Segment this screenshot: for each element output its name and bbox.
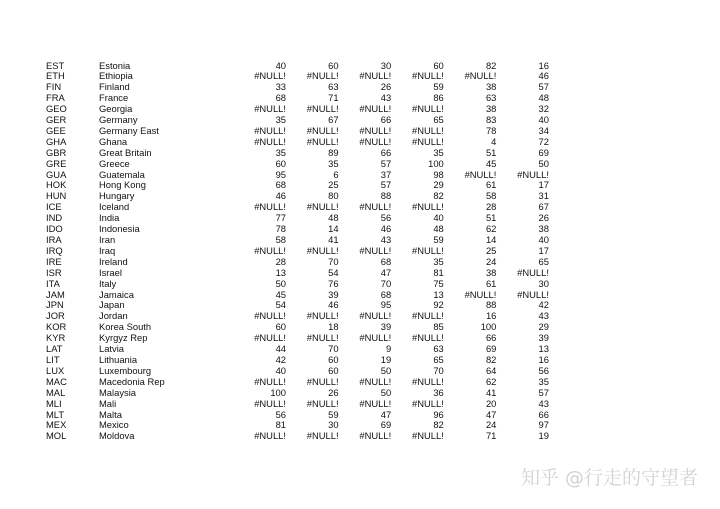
value-cell: 48 (538, 92, 549, 104)
value-cell: 16 (538, 353, 549, 365)
value-cell: 50 (275, 277, 286, 289)
country-name-cell: Jamaica (99, 288, 134, 300)
table-body (46, 61, 549, 443)
value-cell: #NULL! (306, 375, 339, 387)
value-cell: 66 (380, 146, 392, 158)
country-code-cell: IDO (46, 223, 63, 235)
value-cell: #NULL! (306, 135, 339, 147)
value-cell: #NULL! (517, 266, 549, 278)
value-cell: 50 (538, 157, 549, 169)
value-cell: 13 (538, 343, 549, 355)
country-name-cell: Mexico (99, 419, 129, 431)
country-name-cell: Kyrgyz Rep (99, 332, 148, 344)
value-cell: 25 (328, 179, 339, 191)
value-cell: 33 (275, 81, 286, 93)
value-cell: 68 (275, 92, 286, 104)
table-row (46, 399, 549, 410)
country-name-cell: Mali (99, 397, 117, 409)
value-cell: 63 (328, 81, 339, 93)
country-code-cell: GEO (46, 103, 67, 115)
value-cell: 62 (485, 223, 497, 235)
value-cell: 56 (275, 408, 286, 420)
value-cell: 65 (433, 114, 444, 126)
value-cell: 82 (485, 59, 497, 71)
value-cell: #NULL! (411, 103, 444, 115)
country-code-cell: GER (46, 114, 67, 126)
value-cell: 29 (433, 179, 444, 191)
value-cell: 60 (328, 364, 339, 376)
country-code-cell: MLT (46, 408, 65, 420)
value-cell: 35 (275, 146, 286, 158)
value-cell: #NULL! (306, 430, 339, 442)
value-cell: #NULL! (306, 70, 339, 82)
table-row (46, 159, 549, 170)
value-cell: 78 (485, 124, 497, 136)
value-cell: #NULL! (359, 332, 392, 344)
country-code-cell: GUA (46, 168, 67, 180)
value-cell: 41 (485, 386, 497, 398)
table-row (46, 388, 549, 399)
value-cell: 83 (485, 114, 497, 126)
value-cell: 43 (538, 397, 549, 409)
value-cell: 85 (433, 321, 444, 333)
country-name-cell: Georgia (99, 103, 133, 115)
value-cell: 30 (538, 277, 549, 289)
value-cell: 56 (538, 364, 549, 376)
value-cell: 80 (328, 190, 339, 202)
value-cell: #NULL! (254, 201, 286, 213)
value-cell: 92 (433, 299, 444, 311)
value-cell: 13 (433, 288, 444, 300)
country-code-cell: IND (46, 212, 63, 224)
value-cell: 24 (485, 255, 497, 267)
value-cell: 89 (328, 146, 339, 158)
value-cell: #NULL! (306, 103, 339, 115)
value-cell: 86 (433, 92, 444, 104)
value-cell: 60 (328, 59, 339, 71)
value-cell: 14 (328, 223, 339, 235)
country-code-cell: KYR (46, 332, 66, 344)
country-name-cell: Germany (99, 114, 138, 126)
value-cell: 65 (433, 353, 444, 365)
value-cell: 100 (428, 157, 444, 169)
value-cell: #NULL! (464, 70, 497, 82)
country-data-table (46, 61, 549, 443)
value-cell: 57 (380, 157, 392, 169)
value-cell: 18 (328, 321, 339, 333)
value-cell: 61 (485, 179, 497, 191)
watermark-text: 知乎 @行走的守望者 (520, 467, 698, 489)
value-cell: 54 (275, 299, 286, 311)
table-row (46, 431, 549, 442)
value-cell: 64 (485, 364, 497, 376)
value-cell: #NULL! (254, 103, 286, 115)
value-cell: 34 (538, 124, 549, 136)
value-cell: #NULL! (411, 430, 444, 442)
country-code-cell: IRQ (46, 244, 63, 256)
value-cell: 67 (328, 114, 339, 126)
value-cell: 32 (538, 103, 549, 115)
value-cell: #NULL! (411, 397, 444, 409)
value-cell: #NULL! (359, 124, 392, 136)
country-code-cell: MLI (46, 397, 62, 409)
value-cell: 71 (328, 92, 339, 104)
value-cell: 60 (433, 59, 444, 71)
value-cell: 9 (385, 343, 392, 355)
value-cell: #NULL! (359, 430, 392, 442)
country-code-cell: LAT (46, 343, 63, 355)
value-cell: 40 (538, 234, 549, 245)
value-cell: 77 (275, 212, 286, 224)
country-name-cell: Japan (99, 299, 125, 311)
value-cell: 57 (538, 386, 549, 398)
value-cell: #NULL! (306, 397, 339, 409)
value-cell: 29 (538, 321, 549, 333)
country-code-cell: LUX (46, 364, 65, 376)
value-cell: 45 (275, 288, 286, 300)
value-cell: 66 (485, 332, 497, 344)
value-cell: 35 (433, 146, 444, 158)
value-cell: 39 (538, 332, 549, 344)
value-cell: 48 (433, 223, 444, 235)
country-name-cell: Moldova (99, 430, 135, 442)
value-cell: #NULL! (359, 244, 392, 256)
country-name-cell: Iceland (99, 201, 130, 213)
value-cell: 45 (485, 157, 497, 169)
value-cell: 70 (328, 255, 339, 267)
value-cell: #NULL! (464, 168, 497, 180)
value-cell: 66 (380, 114, 392, 126)
country-name-cell: Latvia (99, 343, 125, 355)
value-cell: 43 (380, 92, 392, 104)
value-cell: 6 (333, 168, 339, 180)
value-cell: 61 (485, 277, 497, 289)
value-cell: #NULL! (411, 332, 444, 344)
country-name-cell: Macedonia Rep (99, 375, 165, 387)
value-cell: #NULL! (254, 70, 286, 82)
value-cell: #NULL! (306, 124, 339, 136)
value-cell: 46 (380, 223, 392, 235)
value-cell: 70 (328, 343, 339, 355)
value-cell: 35 (328, 157, 339, 169)
country-code-cell: JAM (46, 288, 65, 300)
value-cell: 75 (433, 277, 444, 289)
value-cell: #NULL! (359, 201, 392, 213)
value-cell: 82 (433, 419, 444, 431)
country-name-cell: Luxembourg (99, 364, 152, 376)
value-cell: 68 (275, 179, 286, 191)
value-cell: 38 (485, 266, 497, 278)
value-cell: 66 (538, 408, 549, 420)
value-cell: 50 (380, 364, 392, 376)
value-cell: #NULL! (359, 397, 392, 409)
value-cell: 30 (380, 59, 392, 71)
country-code-cell: JPN (46, 299, 64, 311)
value-cell: 76 (328, 277, 339, 289)
value-cell: 51 (485, 146, 497, 158)
value-cell: 35 (433, 255, 444, 267)
value-cell: 60 (275, 157, 286, 169)
country-name-cell: Germany East (99, 124, 159, 136)
value-cell: 38 (485, 81, 497, 93)
value-cell: 35 (275, 114, 286, 126)
value-cell: 69 (485, 343, 497, 355)
value-cell: #NULL! (254, 135, 286, 147)
country-name-cell: Jordan (99, 310, 128, 322)
value-cell: 58 (485, 190, 497, 202)
table-row (46, 268, 549, 279)
value-cell: 14 (485, 234, 497, 245)
value-cell: 25 (485, 244, 497, 256)
value-cell: #NULL! (254, 430, 286, 442)
country-name-cell: Ghana (99, 135, 128, 147)
country-code-cell: ITA (46, 277, 60, 289)
value-cell: 42 (538, 299, 549, 311)
value-cell: #NULL! (254, 332, 286, 344)
value-cell: 24 (485, 419, 497, 431)
value-cell: 40 (433, 212, 444, 224)
table-row (46, 279, 549, 290)
country-name-cell: Iraq (99, 244, 116, 256)
value-cell: 68 (380, 255, 392, 267)
value-cell: 44 (275, 343, 286, 355)
value-cell: 95 (275, 168, 286, 180)
country-code-cell: MAC (46, 375, 67, 387)
value-cell: #NULL! (254, 397, 286, 409)
country-name-cell: France (99, 92, 129, 104)
country-name-cell: Ireland (99, 255, 128, 267)
value-cell: 95 (380, 299, 392, 311)
value-cell: 47 (380, 266, 392, 278)
value-cell: #NULL! (359, 310, 392, 322)
value-cell: 70 (433, 364, 444, 376)
value-cell: 60 (328, 353, 339, 365)
table-row (46, 235, 549, 246)
country-code-cell: GRE (46, 157, 67, 169)
value-cell: #NULL! (306, 201, 339, 213)
country-code-cell: FIN (46, 81, 62, 93)
country-name-cell: Malta (99, 408, 122, 420)
value-cell: #NULL! (359, 135, 392, 147)
country-code-cell: JOR (46, 310, 65, 322)
value-cell: 81 (275, 419, 286, 431)
value-cell: 59 (433, 234, 444, 245)
country-name-cell: Indonesia (99, 223, 140, 235)
country-name-cell: Lithuania (99, 353, 138, 365)
value-cell: #NULL! (411, 375, 444, 387)
value-cell: #NULL! (411, 310, 444, 322)
value-cell: 38 (538, 223, 549, 235)
value-cell: 46 (275, 190, 286, 202)
value-cell: #NULL! (254, 310, 286, 322)
value-cell: 38 (485, 103, 497, 115)
value-cell: 26 (380, 81, 392, 93)
value-cell: 19 (538, 430, 549, 442)
value-cell: #NULL! (306, 332, 339, 344)
value-cell: 57 (538, 81, 549, 93)
value-cell: 88 (485, 299, 497, 311)
country-code-cell: GBR (46, 146, 67, 158)
country-name-cell: Korea South (99, 321, 152, 333)
value-cell: #NULL! (411, 135, 444, 147)
value-cell: 47 (380, 408, 392, 420)
country-code-cell: FRA (46, 92, 65, 104)
value-cell: 59 (328, 408, 339, 420)
value-cell: 40 (538, 114, 549, 126)
value-cell: 72 (538, 135, 549, 147)
value-cell: 28 (275, 255, 286, 267)
value-cell: #NULL! (517, 168, 549, 180)
value-cell: 40 (275, 59, 286, 71)
value-cell: 59 (433, 81, 444, 93)
value-cell: 26 (328, 386, 339, 398)
value-cell: 96 (433, 408, 444, 420)
value-cell: 82 (433, 190, 444, 202)
value-cell: 39 (380, 321, 392, 333)
value-cell: 47 (485, 408, 497, 420)
value-cell: 57 (380, 179, 392, 191)
value-cell: 78 (275, 223, 286, 235)
value-cell: 19 (380, 353, 392, 365)
country-code-cell: HOK (46, 179, 67, 191)
value-cell: 48 (328, 212, 339, 224)
country-code-cell: IRA (46, 234, 62, 245)
value-cell: 31 (538, 190, 549, 202)
value-cell: 67 (538, 201, 549, 213)
value-cell: 81 (433, 266, 444, 278)
country-code-cell: ISR (46, 266, 62, 278)
country-name-cell: Great Britain (99, 146, 152, 158)
value-cell: 88 (380, 190, 392, 202)
value-cell: 71 (485, 430, 497, 442)
value-cell: 60 (275, 321, 286, 333)
value-cell: 100 (270, 386, 286, 398)
value-cell: 36 (433, 386, 444, 398)
country-code-cell: MOL (46, 430, 67, 442)
country-code-cell: KOR (46, 321, 67, 333)
country-name-cell: Estonia (99, 59, 131, 71)
value-cell: #NULL! (464, 288, 497, 300)
value-cell: #NULL! (306, 244, 339, 256)
value-cell: 98 (433, 168, 444, 180)
value-cell: 68 (380, 288, 392, 300)
country-code-cell: MAL (46, 386, 66, 398)
value-cell: 28 (485, 201, 497, 213)
value-cell: 82 (485, 353, 497, 365)
value-cell: 46 (538, 70, 549, 82)
value-cell: #NULL! (254, 124, 286, 136)
value-cell: #NULL! (411, 244, 444, 256)
value-cell: 65 (538, 255, 549, 267)
value-cell: 58 (275, 234, 286, 245)
country-name-cell: Iran (99, 234, 116, 245)
country-code-cell: GHA (46, 135, 67, 147)
country-name-cell: India (99, 212, 120, 224)
value-cell: 20 (485, 397, 497, 409)
country-code-cell: IRE (46, 255, 62, 267)
value-cell: 4 (491, 135, 497, 147)
value-cell: 56 (380, 212, 392, 224)
value-cell: #NULL! (359, 103, 392, 115)
value-cell: 13 (275, 266, 286, 278)
value-cell: 54 (328, 266, 339, 278)
country-code-cell: LIT (46, 353, 60, 365)
value-cell: 46 (328, 299, 339, 311)
value-cell: 16 (485, 310, 497, 322)
value-cell: 51 (485, 212, 497, 224)
value-cell: #NULL! (411, 70, 444, 82)
country-name-cell: Guatemala (99, 168, 145, 180)
country-name-cell: Hungary (99, 190, 135, 202)
country-name-cell: Malaysia (99, 386, 136, 398)
country-code-cell: MEX (46, 419, 67, 431)
value-cell: #NULL! (359, 375, 392, 387)
value-cell: 43 (380, 234, 392, 245)
country-name-cell: Greece (99, 157, 130, 169)
table-row (46, 224, 549, 235)
value-cell: 62 (485, 375, 497, 387)
value-cell: #NULL! (359, 70, 392, 82)
value-cell: 43 (538, 310, 549, 322)
value-cell: 17 (538, 179, 549, 191)
value-cell: 63 (485, 92, 497, 104)
country-code-cell: EST (46, 59, 65, 71)
value-cell: 100 (480, 321, 497, 333)
country-code-cell: GEE (46, 124, 66, 136)
value-cell: 69 (538, 146, 549, 158)
value-cell: 26 (538, 212, 549, 224)
table-row (46, 202, 549, 213)
value-cell: #NULL! (306, 310, 339, 322)
country-name-cell: Italy (99, 277, 117, 289)
value-cell: 16 (538, 59, 549, 71)
value-cell: 17 (538, 244, 549, 256)
value-cell: 70 (380, 277, 392, 289)
value-cell: #NULL! (517, 288, 549, 300)
country-name-cell: Ethiopia (99, 70, 133, 82)
country-code-cell: HUN (46, 190, 67, 202)
value-cell: 37 (380, 168, 392, 180)
value-cell: 50 (380, 386, 392, 398)
value-cell: #NULL! (254, 244, 286, 256)
value-cell: #NULL! (411, 201, 444, 213)
value-cell: 63 (433, 343, 444, 355)
country-name-cell: Finland (99, 81, 130, 93)
value-cell: 69 (380, 419, 392, 431)
value-cell: 40 (275, 364, 286, 376)
value-cell: 41 (328, 234, 339, 245)
value-cell: 30 (328, 419, 339, 431)
value-cell: 35 (538, 375, 549, 387)
value-cell: 97 (538, 419, 549, 431)
value-cell: 42 (275, 353, 286, 365)
country-code-cell: ICE (46, 201, 62, 213)
value-cell: #NULL! (254, 375, 286, 387)
country-name-cell: Hong Kong (99, 179, 146, 191)
value-cell: 39 (328, 288, 339, 300)
country-code-cell: ETH (46, 70, 65, 82)
value-cell: #NULL! (411, 124, 444, 136)
country-name-cell: Israel (99, 266, 122, 278)
